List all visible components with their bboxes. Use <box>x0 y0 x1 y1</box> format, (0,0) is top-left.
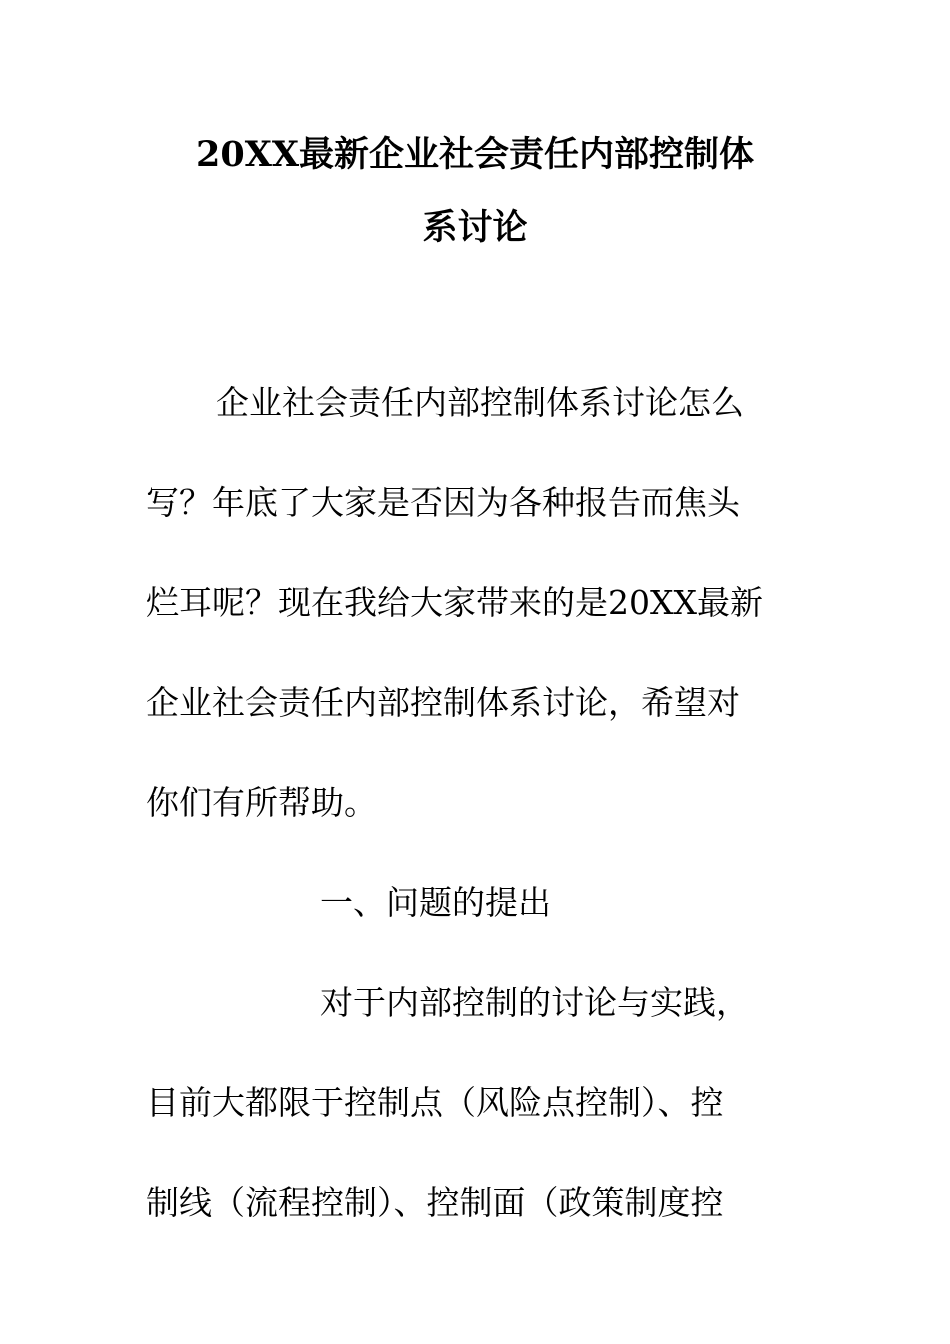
body-paragraph-line-2: 目前大都限于控制点（风险点控制）、控 <box>146 1083 724 1122</box>
intro-paragraph-line-5: 你们有所帮助。 <box>146 783 377 822</box>
intro-paragraph-line-1: 企业社会责任内部控制体系讨论怎么 <box>216 383 744 422</box>
intro-paragraph-line-3: 烂耳呢？现在我给大家带来的是20XX最新 <box>146 583 763 622</box>
section-heading: 一、问题的提出 <box>320 883 551 922</box>
intro-paragraph-line-4: 企业社会责任内部控制体系讨论，希望对 <box>146 683 740 722</box>
intro-paragraph-line-2: 写？年底了大家是否因为各种报告而焦头 <box>146 483 740 522</box>
body-paragraph-line-1: 对于内部控制的讨论与实践， <box>320 983 749 1022</box>
document-title-line-2: 系讨论 <box>422 207 528 248</box>
document-title-line-1: 20XX最新企业社会责任内部控制体 <box>195 134 755 175</box>
body-paragraph-line-3: 制线（流程控制）、控制面（政策制度控 <box>146 1183 724 1222</box>
